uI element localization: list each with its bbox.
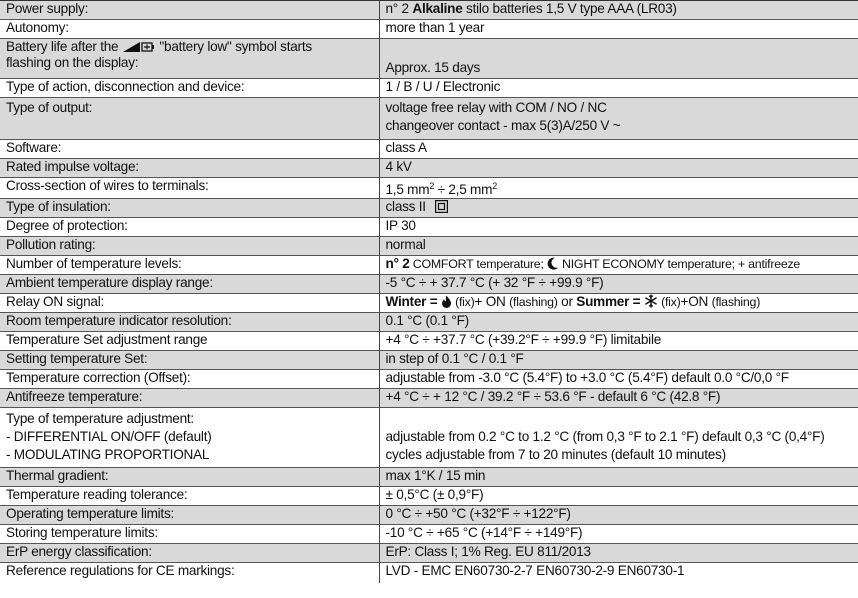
spec-row-thermal-gradient [0,468,858,487]
spec-label: Power supply: [0,1,379,20]
value-bold-text: n° 2 [385,256,410,271]
value-text: class II [385,199,426,214]
spec-label: Type of insulation: [0,199,379,218]
spec-value: adjustable from -3.0 °C (5.4°F) to +3.0 °C (5.4°F) default 0.0 °C/0,0 °F [379,370,858,389]
spec-label: Degree of protection: [0,218,379,237]
spec-row-rated-impulse-voltage [0,159,858,178]
spec-value: +4 °C ÷ + 12 °C / 39.2 °F ÷ 53.6 °F - default 6 °C (42.8 °F) [379,389,858,408]
spec-value [379,178,858,199]
spec-value: -10 °C ÷ +65 °C (+14°F ÷ +149°F) [379,525,858,544]
value-text: adjustable from 0.2 °C to 1.2 °C (from 0,3 °F to 2.1 °F) default 0,3 °C (0,4°F) [385,429,825,444]
value-text: Approx. 15 days [385,60,480,75]
spec-label: Rated impulse voltage: [0,159,379,178]
value-text: NIGHT ECONOMY temperature; + antifreeze [558,257,801,271]
spec-row-type-of-output [0,98,858,140]
spec-row-temperature-correction [0,370,858,389]
value-text: (flashing) [711,295,761,309]
spec-row-power-supply [0,1,858,20]
spec-value: max 1°K / 15 min [379,468,858,487]
spec-row-wire-cross-section [0,178,858,199]
spec-label: Type of action, disconnection and device: [0,79,379,98]
spec-row-ce-regulations [0,563,858,583]
spec-label: Reference regulations for CE markings: [0,563,379,583]
spec-value: IP 30 [379,218,858,237]
spec-row-set-adjustment-range [0,332,858,351]
spec-label: Temperature correction (Offset): [0,370,379,389]
spec-label: ErP energy classification: [0,544,379,563]
spec-value [379,98,858,140]
spec-row-storing-limits [0,525,858,544]
superscript: 2 [492,181,497,191]
spec-row-antifreeze-temperature [0,389,858,408]
spec-label: Type of output: [0,98,379,140]
spec-value [379,408,858,468]
spec-label [0,408,379,468]
spec-label: Storing temperature limits: [0,525,379,544]
spec-label: Setting temperature Set: [0,351,379,370]
spec-row-reading-tolerance [0,487,858,506]
spec-value: 1 / B / U / Electronic [379,79,858,98]
spec-row-insulation [0,199,858,218]
spec-row-relay-on-signal [0,294,858,313]
spec-row-software [0,140,858,159]
spec-label: Autonomy: [0,20,379,39]
spec-value: in step of 0.1 °C / 0.1 °F [379,351,858,370]
spec-row-temperature-levels [0,256,858,275]
label-text: "battery low" symbol starts [155,39,312,54]
spec-label: Cross-section of wires to terminals: [0,178,379,199]
value-text: ÷ 2,5 mm [434,182,493,197]
spec-value: 0 °C ÷ +50 °C (+32°F ÷ +122°F) [379,506,858,525]
flame-icon [441,295,452,312]
value-text: cycles adjustable from 7 to 20 minutes (default 10 minutes) [385,447,726,462]
spec-label: Temperature Set adjustment range [0,332,379,351]
spec-value [379,256,858,275]
label-text: flashing on the display: [6,55,139,70]
superscript: 2 [429,181,435,191]
spec-label: Number of temperature levels: [0,256,379,275]
spec-value [379,199,858,218]
spec-row-pollution-rating [0,237,858,256]
spec-label: Relay ON signal: [0,294,379,313]
value-text: changeover contact - max 5(3)A/250 V ~ [385,118,621,133]
value-text: COMFORT temperature; [409,257,547,271]
spec-row-indicator-resolution [0,313,858,332]
spec-value [379,39,858,79]
value-text: stilo batteries 1,5 V type AAA (LR03) [462,1,677,16]
label-text: - MODULATING PROPORTIONAL [6,447,210,462]
spec-label [0,39,379,79]
spec-value: more than 1 year [379,20,858,39]
value-text: + ON [474,294,510,309]
spec-value: +4 °C ÷ +37.7 °C (+39.2°F ÷ +99.9 °F) limitabile [379,332,858,351]
spec-row-degree-of-protection [0,218,858,237]
value-text: n° 2 [385,1,413,16]
spec-row-erp-classification [0,544,858,563]
moon-icon [547,257,559,274]
spec-row-operating-limits [0,506,858,525]
value-text: (fix) [657,295,681,309]
value-text: (flashing) [509,295,558,309]
spec-label: Ambient temperature display range: [0,275,379,294]
spec-row-type-of-action [0,79,858,98]
spec-row-autonomy [0,20,858,39]
double-insulation-icon [435,200,448,217]
spec-label: Operating temperature limits: [0,506,379,525]
spec-label: Room temperature indicator resolution: [0,313,379,332]
spec-value: class A [379,140,858,159]
spec-value: LVD - EMC EN60730-2-7 EN60730-2-9 EN60730-1 [379,563,858,583]
value-bold-text: Alkaline [412,1,463,16]
spec-label: Thermal gradient: [0,468,379,487]
spec-value: ErP: Class I; 1% Reg. EU 811/2013 [379,544,858,563]
spec-value: normal [379,237,858,256]
spec-label: Software: [0,140,379,159]
spec-row-battery-life [0,39,858,79]
value-text: or [557,294,577,309]
label-text: Type of temperature adjustment: [6,411,194,426]
spec-row-setting-temperature [0,351,858,370]
label-text: Battery life after the [6,39,122,54]
value-text: 1,5 mm [385,182,430,197]
spec-value: ± 0,5°C (± 0,9°F) [379,487,858,506]
value-bold-text: Winter = [385,294,441,309]
label-text: - DIFFERENTIAL ON/OFF (default) [6,429,212,444]
spec-value [379,1,858,20]
value-text: voltage free relay with COM / NO / NC [385,100,607,115]
spec-value: 0.1 °C (0.1 °F) [379,313,858,332]
spec-row-display-range [0,275,858,294]
snowflake-icon [644,294,658,312]
value-text: +ON [680,294,712,309]
spec-value: 4 kV [379,159,858,178]
value-bold-text: Summer = [576,294,644,309]
spec-label: Temperature reading tolerance: [0,487,379,506]
spec-label: Antifreeze temperature: [0,389,379,408]
spec-value: -5 °C ÷ + 37.7 °C (+ 32 °F ÷ +99.9 °F) [379,275,858,294]
spec-label: Pollution rating: [0,237,379,256]
spec-row-adjustment-type [0,408,858,468]
value-text: (fix) [451,295,475,309]
spec-value [379,294,858,313]
